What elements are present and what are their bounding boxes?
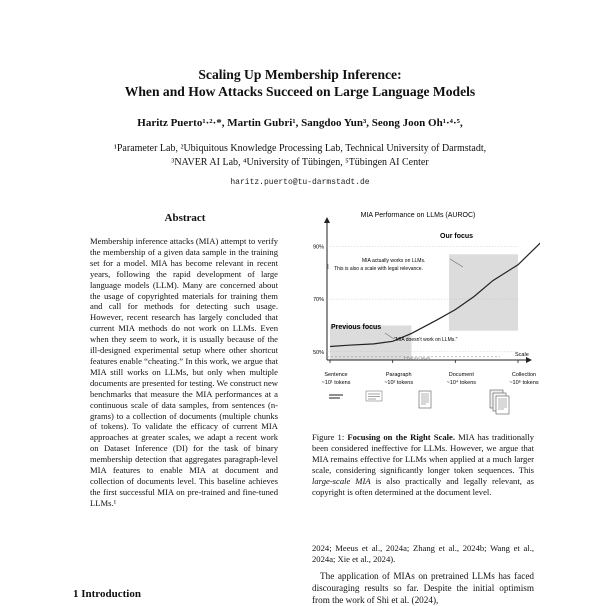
abstract-heading: Abstract bbox=[164, 212, 206, 224]
caption-text-2: is also practically and legally relevant, as copyright is often determined at the document level. bbox=[312, 476, 534, 497]
fails-annotation: "MIA doesn't work on LLMs." bbox=[394, 337, 458, 343]
paragraph-icon bbox=[366, 391, 382, 401]
x-category-tokens: ~10⁴ tokens bbox=[446, 380, 477, 386]
contact-email: haritz.puerto@tu-darmstadt.de bbox=[230, 178, 370, 187]
x-category-label: Sentence bbox=[324, 372, 348, 378]
y-axis-arrow bbox=[324, 217, 330, 223]
affiliations-line-2: ³NAVER AI Lab, ⁴University of Tübingen, ⁵Tübingen AI Center bbox=[171, 157, 429, 168]
caption-bold-title: Focusing on the Right Scale. bbox=[347, 432, 455, 442]
paper-title-line-2: When and How Attacks Succeed on Large Language Models bbox=[124, 84, 476, 99]
caption-italic-term: large-scale MIA bbox=[312, 476, 371, 486]
paper-title-line-1: Scaling Up Membership Inference: bbox=[198, 67, 402, 82]
abstract-text: Membership inference attacks (MIA) attempt to verify the membership of a given data sample in the training set for a model. MIA has become relevant in recent years, following the rapid development of large language models (LLM). Many are concerned about the usage of copyrighted materials for training them and call for methods for detecting such usage. However, recent research has largely concluded that current MIA methods do not work on LLMs. Even when they seem to work, it is usually because of the ill-designed experimental setup where other shortcut features enable “cheating.” In this work, we argue that MIA still works on LLMs, but only when multiple documents are presented for testing. We construct new benchmarks that measure the MIA performances at a continuous scale of data samples, from sentences (n-grams) to a collection of documents (multiple chunks of tokens). To validate the efficacy of current MIA approaches at greater scales, we adapt a recent work on Dataset Inference (DI) for the task of binary membership detection that aggregates paragraph-level MIA features to enable MIA at document and collection of documents level. This baseline achieves the first successful MIA on pre-trained and fine-tuned LLMs.¹ bbox=[90, 236, 278, 508]
document-icon bbox=[419, 391, 431, 408]
x-axis-label: Scale bbox=[515, 352, 529, 358]
chance-label: Chance level bbox=[404, 355, 431, 361]
caption-text-1: MIA has traditionally been considered ineffective for LLMs. However, we argue that MIA remains effective for LLMs when applied at a much larger scale, considering significantly longer token sequences. This bbox=[312, 432, 534, 475]
x-category-label: Document bbox=[448, 372, 474, 378]
works-annotation-line-2: This is also a scale with legal relevance. bbox=[334, 266, 423, 272]
chart-title: MIA Performance on LLMs (AUROC) bbox=[360, 212, 476, 219]
x-category-tokens: ~10⁶ tokens bbox=[509, 380, 539, 386]
our-focus-label: Our focus bbox=[440, 233, 474, 240]
previous-focus-label: Previous focus bbox=[331, 324, 382, 331]
y-tick-label: 50% bbox=[312, 349, 324, 356]
author-list: Haritz Puerto¹·²·*, Martin Gubri¹, Sangdoo Yun³, Seong Joon Oh¹·⁴·⁵, bbox=[137, 117, 463, 129]
figure-1-caption bbox=[312, 432, 534, 498]
collection-icon bbox=[490, 390, 509, 414]
affiliations-line-1: ¹Parameter Lab, ²Ubiquitous Knowledge Processing Lab, Technical University of Darmstadt, bbox=[113, 143, 487, 154]
x-category-label: Paragraph bbox=[385, 372, 412, 378]
sentence-icon bbox=[329, 395, 343, 398]
y-tick-label: 70% bbox=[312, 297, 324, 304]
figure-1-chart bbox=[300, 205, 540, 427]
x-category-tokens: ~10¹ tokens bbox=[321, 380, 351, 386]
our-focus-region bbox=[449, 254, 518, 330]
introduction-heading: 1 Introduction bbox=[73, 588, 141, 600]
next-paragraph: The application of MIAs on pretrained LLMs has faced discouraging results so far. Despite the initial optimism from the work of Shi et al. (2024), bbox=[312, 571, 534, 605]
x-category-tokens: ~10² tokens bbox=[384, 380, 414, 386]
x-category-label: Collection bbox=[511, 372, 537, 378]
body-continuation: 2024; Meeus et al., 2024a; Zhang et al., 2024b; Wang et al., 2024a; Xie et al., 2024). bbox=[312, 543, 534, 564]
caption-label: Figure 1: bbox=[312, 432, 345, 442]
y-tick-label: 90% bbox=[312, 244, 324, 251]
works-annotation-line-1: MIA actually works on LLMs. bbox=[362, 258, 426, 264]
